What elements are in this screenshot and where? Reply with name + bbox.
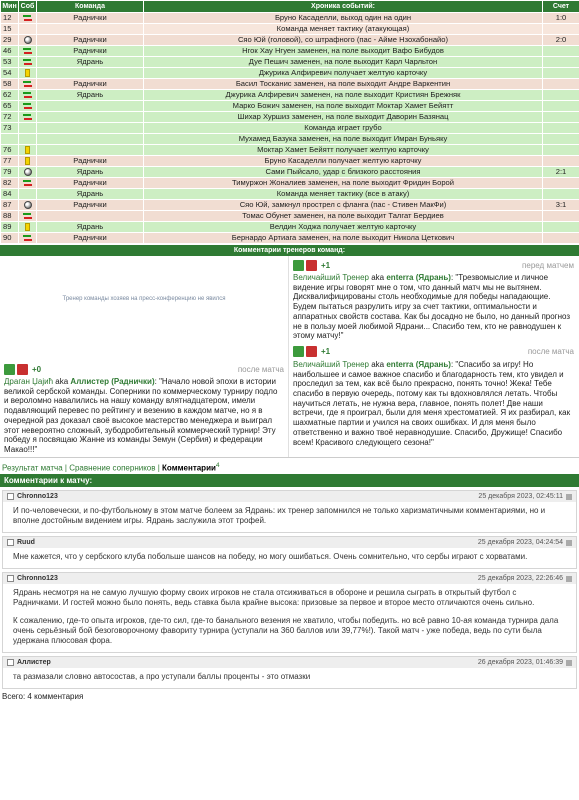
comment-author[interactable]: Аллистер — [17, 659, 51, 667]
coach-aka: aka — [371, 273, 385, 282]
user-icon — [7, 659, 14, 666]
comment — [2, 572, 577, 653]
event-team: Раднички — [37, 79, 144, 90]
comments-bar: Комментарии к матчу: — [0, 474, 579, 487]
header-minute: Мин — [1, 1, 19, 13]
home-coach-absent-note: Тренер команды хозяев на пресс-конференцию не явился — [62, 296, 226, 302]
sub-icon — [22, 212, 33, 221]
yellow-card-icon — [25, 146, 30, 154]
comment-date: 25 декабря 2023, 04:24:54 — [477, 539, 563, 547]
event-description: Томас Обунет заменен, на поле выходит Талгат Бердиев — [144, 211, 543, 222]
event-score — [543, 112, 579, 123]
yellow-card-icon — [25, 69, 30, 77]
event-type — [19, 57, 37, 68]
event-row — [1, 167, 579, 178]
event-minute: 72 — [1, 112, 19, 123]
event-minute: 87 — [1, 200, 19, 211]
vote-count: +0 — [32, 364, 42, 374]
event-type — [19, 233, 37, 244]
event-minute: 76 — [1, 145, 19, 156]
event-description: Моктар Хамет Бейятт получает желтую карточку — [144, 145, 543, 156]
sub-icon — [22, 179, 33, 188]
comment-date: 25 декабря 2023, 22:26:46 — [477, 575, 563, 583]
event-description: Команда играет грубо — [144, 123, 543, 134]
event-score — [543, 134, 579, 145]
event-team — [37, 68, 144, 79]
event-score — [543, 24, 579, 35]
header-team: Команда — [37, 1, 144, 13]
comment-paragraph: К сожалению, где-то опыта игроков, где-то сил, где-то банального везения не хватило, чтобы победить. но всё равно 10-ая команда турнира дала очень серьёзный бой безоговорочному фавориту турнира (уступали на 360 баллов или 39,77%!). Такой матч - уже победа, ведь по сути была удержана плюсовая фора. — [13, 616, 559, 646]
event-description: Джурика Алфиревич заменен, на поле выходит Кристиян Брежняк — [144, 90, 543, 101]
event-row — [1, 211, 579, 222]
event-minute: 77 — [1, 156, 19, 167]
events-body — [1, 13, 579, 244]
comment-date: 25 декабря 2023, 02:45:11 — [478, 493, 563, 501]
coach-quote: "Начало новой эпохи в истории великой сербской команды. Соперники по коммерческому турниру подло и вероломно навалились на нашу команду влятнадцатером, имели подавляющий перевес по рейтингу и везению в каждом матче, но я в очередной раз доказал своё высокое мастерство менеджера и выиграл этот невероятно сложный, зубодробительный коммерческий турнир! Эту победу я посвящаю Жанне из команды Земун (Сербия) и федерации Макао!!!" — [4, 377, 278, 454]
event-team: Раднички — [37, 13, 144, 24]
comment-paragraph: И по-человечески, и по-футбольному в этом матче болеем за Ядрань: их тренер запомнился не только харизматичными комментариями, но и вполне достойным видением игры. Ядрань заслужила этот трофей. — [13, 506, 546, 526]
coach-title: Величайший Тренер — [293, 273, 369, 282]
coach-name[interactable]: Аллистер (Раднички) — [70, 377, 155, 386]
event-row — [1, 145, 579, 156]
ball-icon — [24, 36, 32, 44]
thumbs-down-icon[interactable] — [306, 346, 317, 357]
header-description: Хроника событий: — [144, 1, 543, 13]
comment-header — [3, 573, 576, 584]
event-score — [543, 123, 579, 134]
yellow-card-icon — [25, 223, 30, 231]
event-type — [19, 24, 37, 35]
event-score — [543, 222, 579, 233]
event-type — [19, 13, 37, 24]
thumbs-down-icon[interactable] — [17, 364, 28, 375]
comment-timing: перед матчем — [522, 260, 574, 270]
event-type — [19, 123, 37, 134]
event-minute: 90 — [1, 233, 19, 244]
event-type — [19, 79, 37, 90]
comments-list — [0, 490, 579, 689]
event-score: 1:0 — [543, 13, 579, 24]
event-type — [19, 222, 37, 233]
event-row — [1, 200, 579, 211]
event-type — [19, 156, 37, 167]
comment-author[interactable]: Chronno123 — [17, 493, 58, 501]
coach-comment-text: Величайший Тренер aka enterra (Ядрань): "Спасибо за игру! Но наибольшее и самое важное спасибо и благодарность тем, кто увидел и проследил за тем, как всё было прекрасно, понять точно! Жека! Тебе спасибо в первую очередь, потому как ты вдохновлялся летать. Чтобы научиться летать, не нужна вера, главное, понять полет! Две наши встречи, где я проиграл, были для меня хрестоматией. Я их разбирал, как шахматные партии и учился на своих ошибках. И для меня было ответственно и важно твоё неравнодушие. Спасибо, Дружище! Спасибо всем! Красивого следующего сезона!" — [293, 359, 571, 447]
event-row — [1, 13, 579, 24]
comment-header — [3, 491, 576, 502]
event-team — [37, 24, 144, 35]
coach-comment-text: Драган Џајић aka Аллистер (Раднички): "Начало новой эпохи в истории великой сербской команды. Соперники по коммерческому турниру подло и вероломно навалились на нашу команду влятнадцатером, имели подавляющий перевес по рейтингу и везению в каждом матче, но я в очередной раз доказал своё высокое мастерство менеджера и выиграл этот невероятно сложный, зубодробительный коммерческий турнир! Эту победу я посвящаю Жанне из команды Земун (Сербия) и федерации Макао!!!" — [4, 377, 278, 454]
event-score — [543, 101, 579, 112]
event-score — [543, 178, 579, 189]
coach-name[interactable]: enterra (Ядрань) — [386, 359, 451, 369]
event-row — [1, 112, 579, 123]
event-type — [19, 35, 37, 46]
event-score: 2:1 — [543, 167, 579, 178]
event-team — [37, 134, 144, 145]
event-description: Команда меняет тактику (атакующая) — [144, 24, 543, 35]
event-type — [19, 189, 37, 200]
event-team — [37, 101, 144, 112]
event-description: Тимуржон Жоналиев заменен, на поле выходит Фридин Борой — [144, 178, 543, 189]
sub-icon — [22, 80, 33, 89]
vote-line — [293, 258, 574, 272]
vote-line — [4, 362, 284, 376]
comment-paragraph: Мне кажется, что у сербского клуба побольше шансов на победу, но могу ошибаться. Очень сомнительно, что сербы играют с хорватами. — [13, 552, 528, 562]
event-minute — [1, 134, 19, 145]
tab-separator: | — [62, 463, 70, 473]
event-row — [1, 57, 579, 68]
user-icon — [7, 539, 14, 546]
event-row — [1, 24, 579, 35]
sub-icon — [22, 58, 33, 67]
event-description: Сяо Юй, замкнул прострел с фланга (пас - Стивен МакФи) — [144, 200, 543, 211]
coach-aka: aka — [55, 377, 69, 386]
event-minute: 29 — [1, 35, 19, 46]
event-minute: 54 — [1, 68, 19, 79]
event-minute: 46 — [1, 46, 19, 57]
event-minute: 82 — [1, 178, 19, 189]
event-row — [1, 156, 579, 167]
event-team: Раднички — [37, 200, 144, 211]
sub-icon — [22, 113, 33, 122]
comments-total: Всего: 4 комментария — [2, 692, 84, 702]
event-team — [37, 145, 144, 156]
event-description: Сяо Юй (головой), со штрафного (пас - Айме Нзохабонайо) — [144, 35, 543, 46]
thumbs-up-icon[interactable] — [293, 260, 304, 271]
tab-compare[interactable]: Сравнение соперников — [69, 463, 156, 473]
event-description: Мухамед Базука заменен, на поле выходит Имран Буньяку — [144, 134, 543, 145]
event-score: 3:1 — [543, 200, 579, 211]
comment-paragraph: Ядрань несмотря на не самую лучшую форму своих игроков не стала отсиживаться в обороне и решила сыграть в открытый футбол с Радничками. И гостей можно было понять, ведь ставка была крайне высока: призовые за первое и второе место отличаются очень сильно. — [13, 588, 535, 608]
event-description: Команда меняет тактику (все в атаку) — [144, 189, 543, 200]
event-row — [1, 46, 579, 57]
comment — [2, 656, 577, 689]
event-team: Ядрань — [37, 189, 144, 200]
event-score — [543, 156, 579, 167]
table-header-row — [1, 1, 579, 13]
event-description: Дуе Пешич заменен, на поле выходит Карл Чарльтон — [144, 57, 543, 68]
sub-icon — [22, 234, 33, 243]
event-score — [543, 79, 579, 90]
comment-body — [3, 584, 576, 652]
tab-match-result[interactable]: Результат матча — [2, 463, 63, 473]
event-description: Шихар Хуршиз заменен, на поле выходит Даворин Базянац — [144, 112, 543, 123]
event-type — [19, 167, 37, 178]
comment-header — [3, 657, 576, 668]
event-description: Бруно Касаделли получает желтую карточку — [144, 156, 543, 167]
event-team: Раднички — [37, 156, 144, 167]
event-score — [543, 189, 579, 200]
vote-line — [293, 345, 574, 359]
event-minute: 88 — [1, 211, 19, 222]
header-score: Счет — [543, 1, 579, 13]
thumbs-up-icon[interactable] — [293, 346, 304, 357]
sub-icon — [22, 47, 33, 56]
comments-count: 4 — [215, 461, 220, 469]
event-row — [1, 134, 579, 145]
event-team: Раднички — [37, 178, 144, 189]
event-score — [543, 68, 579, 79]
event-type — [19, 101, 37, 112]
ball-icon — [24, 201, 32, 209]
coach-comments-bar: Комментарии тренеров команд: — [0, 245, 579, 256]
sub-icon — [22, 91, 33, 100]
coach-title: Величайший Тренер — [293, 359, 369, 369]
event-row — [1, 222, 579, 233]
comment-body — [3, 668, 576, 688]
event-minute: 65 — [1, 101, 19, 112]
comment-header — [3, 537, 576, 548]
event-type — [19, 46, 37, 57]
event-description: Велдин Ходжа получает желтую карточку — [144, 222, 543, 233]
event-team: Раднички — [37, 46, 144, 57]
report-icon[interactable] — [566, 494, 572, 500]
event-description: Басил Тосканис заменен, на поле выходит Андре Варкентин — [144, 79, 543, 90]
event-row — [1, 101, 579, 112]
coach-quote: "Трезвомыслие и личное видение игры говорят мне о том, что данный матч мы не вытянем. Дисквалифицированы столь необходимые для победы нападающие. Будем пытаться разрулить игру за счет тактики, оптимальности и аппаратных свойств состава. Как бы досадно не было, но данный прогноз не в пользу моей любимой Ядрани... Спасибо тем, кто не равнодушен к этому матчу!" — [293, 273, 571, 341]
event-row — [1, 79, 579, 90]
event-team: Ядрань — [37, 167, 144, 178]
vote-count: +1 — [321, 347, 331, 357]
event-description: Нгок Хау Нгуен заменен, на поле выходит Вафо Бибудов — [144, 46, 543, 57]
comment-timing: после матча — [237, 364, 284, 374]
user-icon — [7, 575, 14, 582]
tab-separator: | — [155, 463, 163, 473]
event-team: Раднички — [37, 233, 144, 244]
coach-title: Драган Џајић — [4, 377, 54, 386]
comment-body — [3, 548, 576, 568]
vote-count: +1 — [321, 260, 331, 270]
sub-icon — [22, 102, 33, 111]
event-row — [1, 233, 579, 244]
ball-icon — [24, 168, 32, 176]
event-minute: 53 — [1, 57, 19, 68]
event-score — [543, 211, 579, 222]
event-minute: 15 — [1, 24, 19, 35]
thumbs-up-icon[interactable] — [4, 364, 15, 375]
coach-aka: aka — [371, 359, 385, 369]
event-minute: 89 — [1, 222, 19, 233]
comment-body — [3, 502, 576, 532]
yellow-card-icon — [25, 157, 30, 165]
event-minute: 58 — [1, 79, 19, 90]
coach-right-column — [289, 256, 578, 457]
event-row — [1, 123, 579, 134]
event-description: Марко Божич заменен, на поле выходит Моктар Хамет Бейятт — [144, 101, 543, 112]
event-description: Джурика Алфиревич получает желтую карточку — [144, 68, 543, 79]
event-type — [19, 90, 37, 101]
event-minute: 73 — [1, 123, 19, 134]
header-event: Соб — [19, 1, 37, 13]
event-type — [19, 112, 37, 123]
event-score — [543, 145, 579, 156]
comment-timing: после матча — [527, 347, 574, 357]
event-score — [543, 233, 579, 244]
comment-date: 26 декабря 2023, 01:46:39 — [477, 659, 563, 667]
coach-name[interactable]: enterra (Ядрань) — [386, 273, 451, 282]
event-team — [37, 123, 144, 134]
event-row — [1, 68, 579, 79]
event-row — [1, 90, 579, 101]
event-description: Бернардо Артиага заменен, на поле выходит Никола Цеткович — [144, 233, 543, 244]
event-score — [543, 90, 579, 101]
report-icon[interactable] — [566, 540, 572, 546]
tab-comments: Комментарии — [162, 463, 216, 473]
match-tabs — [0, 462, 579, 473]
event-row — [1, 178, 579, 189]
event-minute: 79 — [1, 167, 19, 178]
report-icon[interactable] — [566, 660, 572, 666]
thumbs-down-icon[interactable] — [306, 260, 317, 271]
comment-author[interactable]: Chronno123 — [17, 575, 58, 583]
comment — [2, 536, 577, 569]
comment — [2, 490, 577, 533]
comment-paragraph: та размазали словно автосостав, а про уступали баллы проценты - это отмазки — [13, 672, 311, 682]
event-type — [19, 145, 37, 156]
event-type — [19, 211, 37, 222]
report-icon[interactable] — [566, 576, 572, 582]
event-minute: 12 — [1, 13, 19, 24]
user-icon — [7, 493, 14, 500]
event-team — [37, 211, 144, 222]
event-row — [1, 35, 579, 46]
event-score: 2:0 — [543, 35, 579, 46]
sub-icon — [22, 14, 33, 23]
event-team: Ядрань — [37, 90, 144, 101]
comment-author[interactable]: Ruud — [17, 539, 35, 547]
coach-quote: "Спасибо за игру! Но наибольшее и самое важное спасибо и благодарность тем, кто увидел и проследил за тем, как всё было прекрасно, понять точно! Жека! Тебе спасибо в первую очередь, потому как ты вдохновлялся летать. Чтобы научиться летать, не нужна вера, главное, понять полет! Две наши встречи, где я проиграл, были для меня хрестоматией. Я их разбирал, как шахматные партии и учился на своих ошибках. И для меня было ответственно и важно твоё неравнодушие. Спасибо, Дружище! Спасибо всем! Красивого следующего сезона!" — [293, 359, 571, 447]
event-team: Раднички — [37, 35, 144, 46]
match-events-table — [0, 0, 579, 244]
event-minute: 62 — [1, 90, 19, 101]
coach-left-column — [0, 256, 289, 457]
event-score — [543, 57, 579, 68]
coach-comment-text: Величайший Тренер aka enterra (Ядрань): "Трезвомыслие и личное видение игры говорят мне о том, что данный матч мы не вытянем. Дисквалифицированы столь необходимые для победы нападающие. Будем пытаться разрулить игру за счет тактики, оптимальности и аппаратных свойств состава. Как бы досадно не было, но данный прогноз не в пользу моей любимой Ядрани... Спасибо тем, кто не равнодушен к этому матчу!" — [293, 273, 571, 341]
event-type — [19, 134, 37, 145]
event-type — [19, 68, 37, 79]
event-description: Бруно Касаделли, выход один на один — [144, 13, 543, 24]
event-team — [37, 112, 144, 123]
event-row — [1, 189, 579, 200]
event-type — [19, 178, 37, 189]
event-description: Сами Пыйсало, удар с близкого расстояния — [144, 167, 543, 178]
event-team: Ядрань — [37, 222, 144, 233]
event-minute: 84 — [1, 189, 19, 200]
event-type — [19, 200, 37, 211]
event-score — [543, 46, 579, 57]
coach-comments — [0, 256, 579, 458]
event-team: Ядрань — [37, 57, 144, 68]
